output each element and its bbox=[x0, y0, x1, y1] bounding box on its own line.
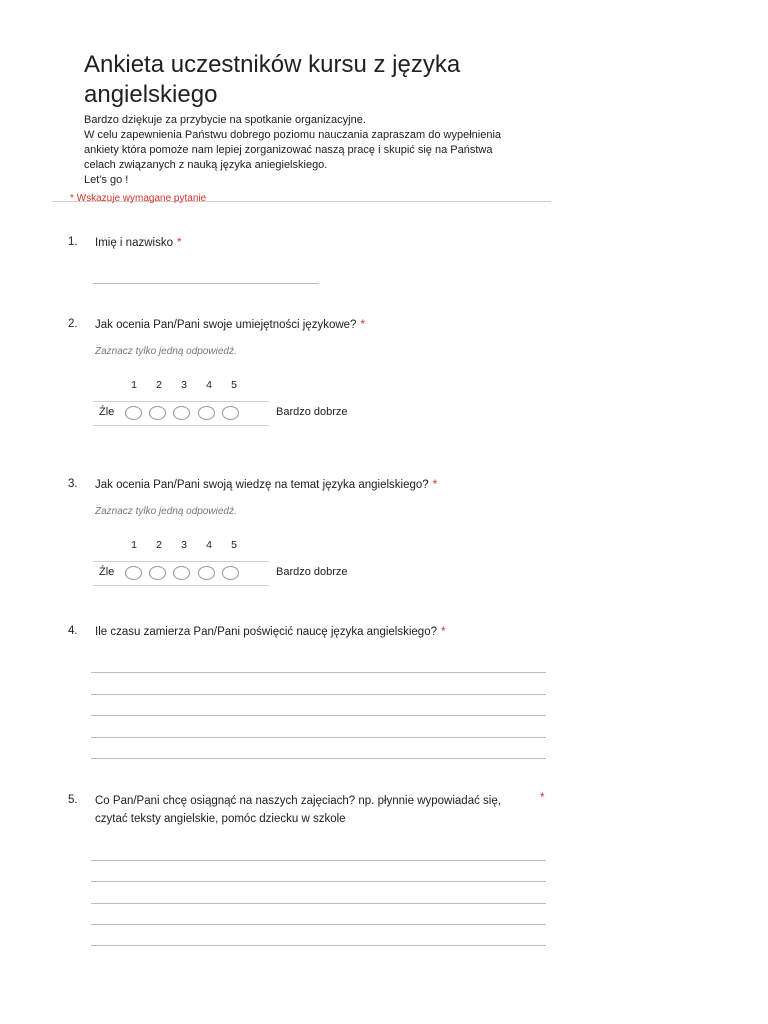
question-label: Imię i nazwisko bbox=[95, 237, 173, 249]
answer-line bbox=[91, 945, 546, 946]
answer-line bbox=[91, 924, 546, 925]
question-label: Jak ocenia Pan/Pani swoją wiedzę na temat języka angielskiego? bbox=[95, 479, 429, 491]
question-hint: Zaznacz tylko jedną odpowiedź. bbox=[95, 506, 237, 517]
required-star: * bbox=[176, 237, 182, 249]
question-label-line-1: Co Pan/Pani chcę osiągnąć na naszych zajęciach? np. płynnie wypowiadać się, bbox=[95, 795, 501, 807]
scale-high-label: Bardzo dobrze bbox=[276, 406, 348, 418]
scale-divider bbox=[93, 401, 269, 402]
scale-number: 3 bbox=[181, 379, 187, 391]
required-note: * Wskazuje wymagane pytanie bbox=[70, 193, 207, 204]
question-text bbox=[95, 316, 365, 334]
form-title-line-2: angielskiego bbox=[84, 81, 218, 108]
scale-number: 1 bbox=[131, 539, 137, 551]
scale-number: 1 bbox=[131, 379, 137, 391]
answer-line bbox=[91, 758, 546, 759]
answer-line bbox=[91, 715, 546, 716]
radio-option-4[interactable] bbox=[198, 566, 215, 580]
radio-option-2[interactable] bbox=[149, 566, 166, 580]
radio-option-5[interactable] bbox=[222, 406, 239, 420]
question-number: 4. bbox=[68, 625, 78, 637]
answer-line bbox=[91, 903, 546, 904]
question-label: Ile czasu zamierza Pan/Pani poświęcić naucę języka angielskiego? bbox=[95, 626, 437, 638]
answer-line bbox=[91, 672, 546, 673]
question-number: 5. bbox=[68, 794, 78, 806]
intro-line-3: ankiety która pomoże nam lepiej zorganizować naszą pracę i skupić się na Państwa bbox=[84, 144, 493, 156]
question-label: Jak ocenia Pan/Pani swoje umiejętności językowe? bbox=[95, 319, 357, 331]
radio-option-3[interactable] bbox=[173, 566, 190, 580]
answer-line bbox=[91, 881, 546, 882]
question-hint: Zaznacz tylko jedną odpowiedź. bbox=[95, 346, 237, 357]
required-star: * bbox=[432, 479, 438, 491]
question-text bbox=[95, 623, 445, 641]
form-description bbox=[84, 113, 554, 188]
answer-line bbox=[91, 860, 546, 861]
scale-number: 3 bbox=[181, 539, 187, 551]
answer-line bbox=[91, 694, 546, 695]
scale-number: 4 bbox=[206, 379, 212, 391]
intro-line-1: Bardzo dziękuje za przybycie na spotkanie organizacyjne. bbox=[84, 114, 366, 126]
radio-option-2[interactable] bbox=[149, 406, 166, 420]
scale-low-label: Źle bbox=[99, 566, 115, 578]
scale-number: 5 bbox=[231, 539, 237, 551]
required-star: * bbox=[360, 319, 365, 331]
scale-number: 2 bbox=[156, 379, 162, 391]
radio-option-5[interactable] bbox=[222, 566, 239, 580]
question-text bbox=[95, 476, 437, 494]
scale-divider bbox=[93, 585, 269, 586]
radio-option-1[interactable] bbox=[125, 566, 142, 580]
answer-line bbox=[91, 737, 546, 738]
required-star: * bbox=[441, 626, 446, 638]
scale-high-label: Bardzo dobrze bbox=[276, 566, 348, 578]
scale-number: 4 bbox=[206, 539, 212, 551]
form-title-line-1: Ankieta uczestników kursu z języka bbox=[84, 51, 461, 78]
required-star: * bbox=[540, 792, 545, 804]
question-text bbox=[95, 234, 181, 252]
scale-low-label: Źle bbox=[99, 406, 115, 418]
question-text bbox=[95, 792, 501, 828]
scale-divider bbox=[93, 425, 269, 426]
short-answer-input[interactable] bbox=[93, 283, 319, 284]
radio-option-1[interactable] bbox=[125, 406, 142, 420]
radio-option-4[interactable] bbox=[198, 406, 215, 420]
question-number: 3. bbox=[68, 478, 78, 490]
scale-number: 2 bbox=[156, 539, 162, 551]
intro-line-4: celach związanych z nauką języka aniegielskiego. bbox=[84, 159, 328, 171]
scale-number: 5 bbox=[231, 379, 237, 391]
scale-divider bbox=[93, 561, 269, 562]
question-label-line-2: czytać teksty angielskie, pomóc dziecku w szkole bbox=[95, 813, 346, 825]
form-title bbox=[84, 50, 544, 110]
question-number: 2. bbox=[68, 318, 78, 330]
radio-option-3[interactable] bbox=[173, 406, 190, 420]
intro-line-2: W celu zapewnienia Państwu dobrego poziomu nauczania zapraszam do wypełnienia bbox=[84, 129, 502, 141]
question-number: 1. bbox=[68, 236, 78, 248]
intro-line-5: Let's go ! bbox=[84, 174, 129, 186]
